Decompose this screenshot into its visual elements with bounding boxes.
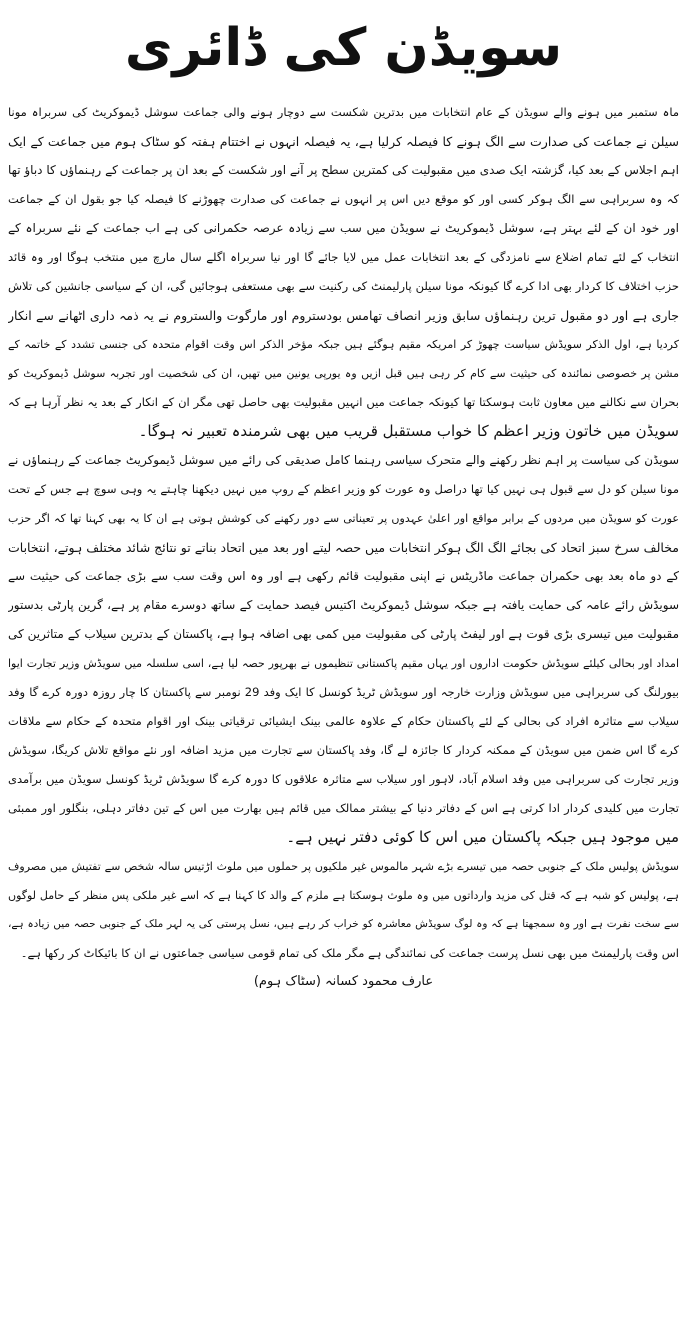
text-line: کرے گا اس ضمن میں سویڈن کے ممکنہ کردار کا جائزہ لے گا، وفد پاکستان سے تجارت میں مزید اضافہ اور نئے مواقع تلاش کریگا، سویڈش (8, 743, 679, 757)
text-line: سیلاب سے متاثرہ افراد کی بحالی کے لئے پاکستان حکام کے علاوہ عالمی بینک ایشیائی ترقیاتی بینک اور اقوام متحدہ کے حکام سے ملاقات (8, 714, 679, 728)
text-line: کردیا ہے، اول الذکر سویڈش سیاست چھوڑ کر امریکہ مقیم ہوگئے ہیں جبکہ مؤخر الذکر اس وقت اقوام متحدہ کی جنسی تشدد کے خاتمہ کے (8, 338, 679, 351)
text-line: کہ وہ سربراہی سے الگ ہوکر کسی اور کو موقع دیں اس پر انہوں نے جماعت کی صدارت چھوڑنے کا فیصلہ کیا جو بقول ان کے جماعت (8, 192, 679, 206)
text-line: سویڈن کی سیاست پر اہم نظر رکھنے والے متحرک سیاسی رہنما کامل صدیقی کی رائے میں سوشل ڈیموکریٹ جماعت کے رہنماؤں نے (8, 453, 679, 467)
paragraph-2 (8, 446, 679, 852)
text-line: بحران سے نکالنے میں معاون ثابت ہوسکتا تھا کیونکہ جماعت میں انہیں مقبولیت بھی حاصل تھی مگر ان کے انکار کے بعد یہ نظر آرہا ہے کہ (8, 395, 679, 409)
text-line: مقبولیت میں تیسری بڑی قوت ہے اور لیفٹ پارٹی کی مقبولیت میں کمی بھی اضافہ ہوا ہے، پاکستان کے بدترین سیلاب کے متاثرین کی (8, 627, 679, 641)
text-line: اور خود ان کے لئے بہتر ہے، سوشل ڈیموکریٹ نے سویڈن میں سب سے زیادہ عرصہ حکمرانی کی ہے اب جماعت کے نئے سربراہ کے (8, 221, 679, 235)
paragraph-3 (8, 852, 679, 968)
text-line: سویڈن میں خاتون وزیر اعظم کا خواب مستقبل قریب میں بھی شرمندہ تعبیر نہ ہوگا۔ (138, 422, 679, 440)
author-signature: عارف محمود کسانہ (سٹاک ہوم) (253, 974, 434, 989)
text-line: عورت کو سویڈن میں مردوں کے برابر مواقع اور اعلیٰ عہدوں پر تعیناتی سے دور رکھنے کی کوشش ہوتی ہے ان کا یہ بھی کہنا تھا کہ اگر حزب (8, 512, 679, 525)
text-line: سیلن نے جماعت کی صدارت سے الگ ہونے کا فیصلہ کرلیا ہے، یہ فیصلہ انہوں نے اختتام ہفتہ کو سٹاک ہوم میں جماعت کے ایک (8, 134, 679, 149)
text-line: حزب اختلاف کا کردار بھی ادا کرے گا کیونکہ مونا سیلن پارلیمنٹ کی رکنیت سے بھی مستعفی ہوجائیں گی، ان کے سیاسی جانشین کی تلاش (8, 279, 679, 293)
text-line: ماہ ستمبر میں ہونے والے سویڈن کے عام انتخابات میں بدترین شکست سے دوچار ہونے والی جماعت سوشل ڈیموکریٹ کی سربراہ مونا (8, 105, 679, 119)
text-line: سے سخت نفرت ہے اور وہ سمجھتا ہے کہ وہ لوگ سویڈش معاشرہ کو خراب کر رہے ہیں، نسل پرستی کی یہ لہر ملک کے جنوبی حصہ میں زیادہ ہے، (8, 918, 679, 930)
text-line: سویڈش پولیس ملک کے جنوبی حصہ میں تیسرے بڑے شہر مالموس غیر ملکیوں پر حملوں میں ملوث اڑتیس سالہ شخص سے تفتیش میں مصروف (8, 860, 679, 873)
text-line: ہے، پولیس کو شبہ ہے کہ قتل کی مزید وارداتوں میں وہ ملوث ہوسکتا ہے ملزم کے والد کا کہنا ہے کہ اسے غیر ملکی پس منظر کے حامل لوگوں (8, 889, 679, 902)
article-body (8, 98, 679, 968)
text-line: سویڈش رائے عامہ کی حمایت یافتہ ہے جبکہ سوشل ڈیموکریٹ اکتیس فیصد حمایت کے ساتھ دوسرے مقام پر ہے، گرین پارٹی بدستور (8, 598, 679, 612)
column-title: سویڈن کی ڈائری (124, 18, 563, 78)
text-line: میں موجود ہیں جبکہ پاکستان میں اس کا کوئی دفتر نہیں ہے۔ (286, 828, 679, 846)
paragraph-1 (8, 98, 679, 446)
text-line: کے دو ماہ بعد بھی حکمران جماعت ماڈریٹس نے اپنی مقبولیت قائم رکھی ہے اور وہ اس وقت سب سے بڑی جماعت کی حیثیت سے (8, 569, 679, 583)
text-line: انتخاب کے لئے تمام اضلاع سے نامزدگی کے بعد انتخابات عمل میں لایا جائے گا اور نیا سربراہ اگلے سال مارچ میں منتخب ہوگا اور وہ قائد (8, 250, 679, 264)
text-line: اہم اجلاس کے بعد کیا، گزشتہ ایک صدی میں مقبولیت کی کمترین سطح پر آنے اور شکست کے بعد ان پر جماعت کے رہنماؤں کا دباؤ تھا (8, 163, 679, 177)
text-line: وزیر تجارت کی سربراہی میں وفد اسلام آباد، لاہور اور سیلاب سے متاثرہ علاقوں کا دورہ کرے گا سویڈش ٹریڈ کونسل سویڈن میں برآمدی (8, 772, 679, 786)
text-line: امداد اور بحالی کیلئے سویڈش حکومت اداروں اور یہاں مقیم پاکستانی تنظیموں نے بھرپور حصہ لیا ہے، اسی سلسلہ میں سویڈش وزیر تجارت ایوا (8, 657, 679, 670)
text-line: اس وقت پارلیمنٹ میں بھی نسل پرست جماعت کی نمائندگی ہے مگر ملک کی تمام قومی سیاسی جماعتوں نے ان کا بائیکاٹ کر رکھا ہے۔ (20, 946, 679, 960)
text-line: بیورلنگ کی سربراہی میں سویڈش وزارت خارجہ اور سویڈش ٹریڈ کونسل کا ایک وفد 29 نومبر سے پاکستان کا چار روزہ دورہ کرے گا وفد (8, 685, 679, 699)
text-line: تجارت میں کلیدی کردار ادا کرتی ہے اس کے دفاتر دنیا کے بیشتر ممالک میں قائم ہیں بھارت میں اس کے تین دفاتر دہلی، بنگلور اور ممبئی (8, 801, 679, 815)
text-line: جاری ہے اور دو مقبول ترین رہنماؤں سابق وزیر انصاف تھامس بودستروم اور مارگوت والستروم نے یہ ذمہ داری اٹھانے سے انکار (8, 308, 679, 323)
text-line: مشن پر خصوصی نمائندہ کی حیثیت سے کام کر رہی ہیں قبل ازیں وہ یورپی یونین میں تھیں، ان کی شخصیت اور تجربہ سوشل ڈیموکریٹ کو (8, 367, 679, 380)
text-line: مخالف سرخ سبز اتحاد کی بجائے الگ الگ ہوکر انتخابات میں حصہ لیتے اور بعد میں اتحاد بناتے تو نتائج شائد مختلف ہوتے، انتخابات (8, 540, 679, 555)
text-line: مونا سیلن کو دل سے قبول ہی نہیں کیا تھا دراصل وہ عورت کو وزیر اعظم کے روپ میں نہیں دیکھنا چاہتے یہ وہی سوچ ہے جس کے تحت (8, 482, 679, 496)
